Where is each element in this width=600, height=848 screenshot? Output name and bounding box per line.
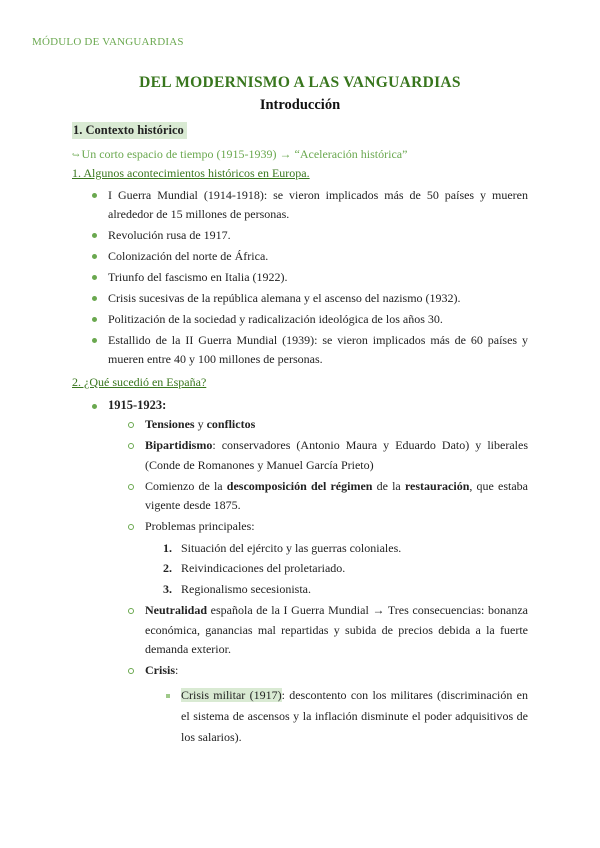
term-restauracion: restauración (404, 478, 470, 493)
section-note (72, 147, 407, 162)
subheading-spain: 2. ¿Qué sucedió en España? (72, 375, 207, 389)
numbered-item (163, 539, 528, 559)
neutralidad-text: española de la I Guerra Mundial → Tres consecuencias: bonanza económica, ganancias mal repartidas y subida de precios debida a la fuerte demanda exterior. (145, 603, 528, 657)
numbered-item-text: Reivindicaciones del proletariado. (181, 561, 346, 576)
list-item-tensiones (128, 415, 528, 435)
list-item-crisis-militar (163, 685, 528, 748)
descomposicion-mid: de la (372, 478, 405, 493)
circle-bullet-icon (128, 484, 134, 490)
term-descomposicion: descomposición del régimen (226, 478, 373, 493)
period-heading (92, 398, 166, 413)
numbered-item (163, 580, 528, 600)
numbered-item (163, 559, 528, 579)
bullet-icon (92, 193, 97, 198)
europe-events-list (92, 186, 528, 371)
circle-bullet-icon (128, 443, 134, 449)
term-bipartidismo: Bipartidismo (145, 438, 213, 453)
circle-bullet-icon (128, 668, 134, 674)
descomposicion-post: , que estaba vigente desde 1875. (145, 478, 529, 513)
document-title: DEL MODERNISMO A LAS VANGUARDIAS (139, 74, 461, 91)
list-item (92, 226, 528, 245)
running-header: MÓDULO DE VANGUARDIAS (32, 36, 184, 48)
list-item-text: Colonización del norte de África. (108, 249, 269, 263)
note-text: Un corto espacio de tiempo (1915-1939) → “Aceleración histórica” (81, 147, 408, 161)
item-number: 2. (163, 561, 172, 576)
list-item (92, 247, 528, 266)
descomposicion-pre: Comienzo de la (145, 478, 227, 493)
document-subtitle: Introducción (259, 97, 341, 113)
bullet-icon (92, 275, 97, 280)
connector-text: y (194, 417, 207, 431)
bullet-icon (92, 338, 97, 343)
crisis-colon: : (175, 663, 179, 678)
bipartidismo-text: : conservadores (Antonio Maura y Eduardo Dato) y liberales (Conde de Romanones y Manuel García Prieto) (145, 438, 528, 472)
problemas-numbered-list (163, 539, 528, 600)
bullet-icon (92, 233, 97, 238)
period-label: 1915-1923: (108, 398, 167, 412)
list-item (92, 186, 528, 224)
bullet-icon (92, 254, 97, 259)
numbered-item-text: Situación del ejército y las guerras coloniales. (181, 540, 402, 555)
crisis-militar-label: Crisis militar (1917) (181, 687, 282, 702)
term-neutralidad: Neutralidad (145, 603, 208, 618)
bullet-icon (92, 404, 97, 409)
list-item (92, 310, 528, 329)
list-item-text: I Guerra Mundial (1914-1918): se vieron implicados más de 50 países y mueren alrededor de 15 millones de personas. (108, 188, 528, 221)
bullet-icon (92, 317, 97, 322)
list-item-descomposicion (128, 477, 528, 516)
term-crisis: Crisis (145, 663, 175, 678)
item-number: 1. (163, 540, 172, 555)
list-item (92, 331, 528, 369)
item-number: 3. (163, 582, 172, 597)
section-heading-context: 1. Contexto histórico (72, 122, 187, 139)
square-bullet-icon (166, 694, 170, 698)
circle-bullet-icon (128, 422, 134, 428)
term-tensiones: Tensiones (145, 417, 195, 431)
list-item-text: Crisis sucesivas de la república alemana y el ascenso del nazismo (1932). (108, 291, 461, 305)
list-item-problemas (128, 517, 528, 599)
list-item (92, 268, 528, 287)
list-item-crisis (128, 661, 528, 748)
list-item-text: Estallido de la II Guerra Mundial (1939): se vieron implicados más de 60 países y mueren entre 40 y 100 millones de personas. (108, 333, 528, 366)
circle-bullet-icon (128, 608, 134, 614)
list-item-neutralidad (128, 601, 528, 660)
list-item-text: Politización de la sociedad y radicalización ideológica de los años 30. (108, 312, 443, 326)
spain-topics-list (128, 415, 528, 749)
bullet-icon (92, 296, 97, 301)
problemas-label: Problemas principales: (145, 519, 255, 534)
subheading-europe: 1. Algunos acontecimientos históricos en Europa. (72, 166, 310, 180)
crisis-militar-text: : descontento con los militares (discriminación en el sistema de ascensos y la inflación disminute el poder adquisitivos de los salarios). (181, 687, 528, 744)
hook-arrow-icon: ↪ (72, 150, 80, 160)
circle-bullet-icon (128, 524, 134, 530)
list-item (92, 289, 528, 308)
list-item-text: Revolución rusa de 1917. (108, 228, 231, 242)
crisis-sublist (163, 685, 528, 748)
list-item-text: Triunfo del fascismo en Italia (1922). (108, 270, 288, 284)
numbered-item-text: Regionalismo secesionista. (181, 582, 311, 597)
term-conflictos: conflictos (206, 417, 256, 431)
list-item-bipartidismo (128, 436, 528, 475)
